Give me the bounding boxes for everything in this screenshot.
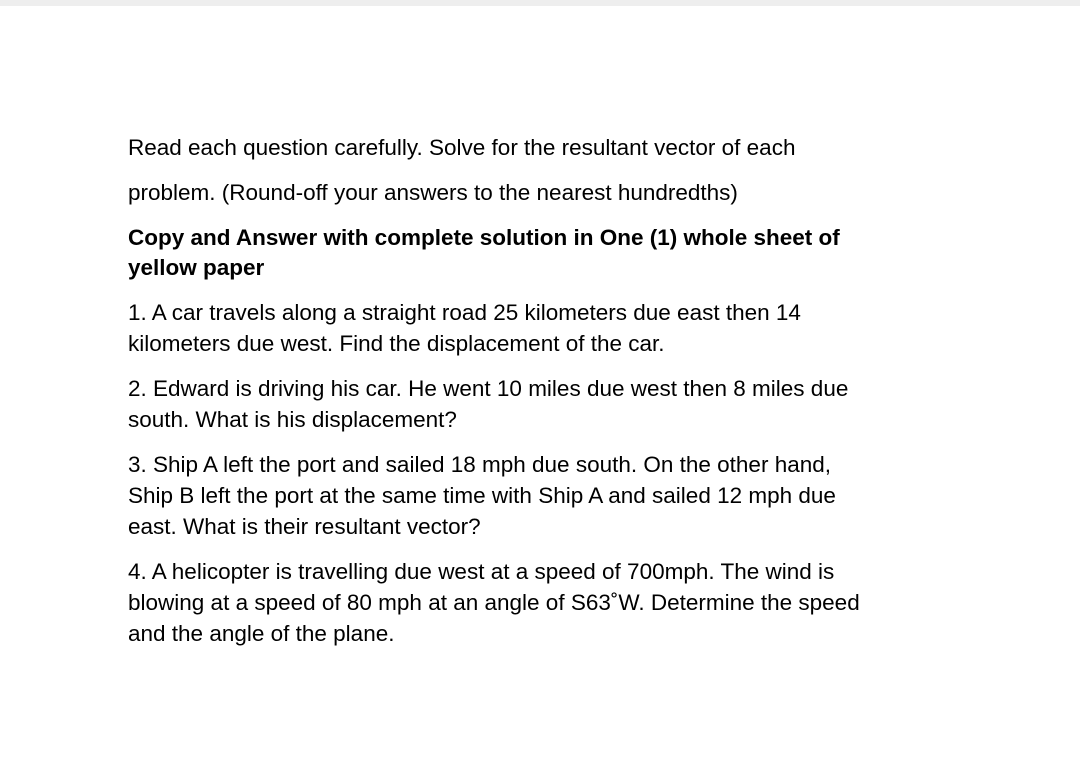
instruction-text (128, 223, 948, 283)
question-4-line-2: blowing at a speed of 80 mph at an angle of S63˚W. Determine the speed (128, 590, 860, 615)
question-1 (128, 297, 948, 359)
question-3-line-2: Ship B left the port at the same time with Ship A and sailed 12 mph due (128, 483, 836, 508)
question-2-line-1: 2. Edward is driving his car. He went 10 miles due west then 8 miles due (128, 376, 849, 401)
question-4-line-1: 4. A helicopter is travelling due west at a speed of 700mph. The wind is (128, 559, 835, 584)
question-2-line-2: south. What is his displacement? (128, 407, 457, 432)
instruction-line-1: Copy and Answer with complete solution in One (1) whole sheet of (128, 225, 840, 250)
intro-line-2: problem. (Round-off your answers to the nearest hundredths) (128, 180, 738, 205)
instruction-line-2: yellow paper (128, 255, 265, 280)
question-4 (128, 556, 948, 649)
worksheet-content (128, 133, 948, 649)
question-3-line-3: east. What is their resultant vector? (128, 514, 481, 539)
intro-line-1: Read each question carefully. Solve for the resultant vector of each (128, 135, 796, 160)
question-3 (128, 449, 948, 542)
question-2 (128, 373, 948, 435)
question-1-line-1: 1. A car travels along a straight road 25 kilometers due east then 14 (128, 300, 801, 325)
question-1-line-2: kilometers due west. Find the displacement of the car. (128, 331, 665, 356)
question-3-line-1: 3. Ship A left the port and sailed 18 mph due south. On the other hand, (128, 452, 831, 477)
top-border-strip (0, 0, 1080, 6)
question-4-line-3: and the angle of the plane. (128, 621, 395, 646)
